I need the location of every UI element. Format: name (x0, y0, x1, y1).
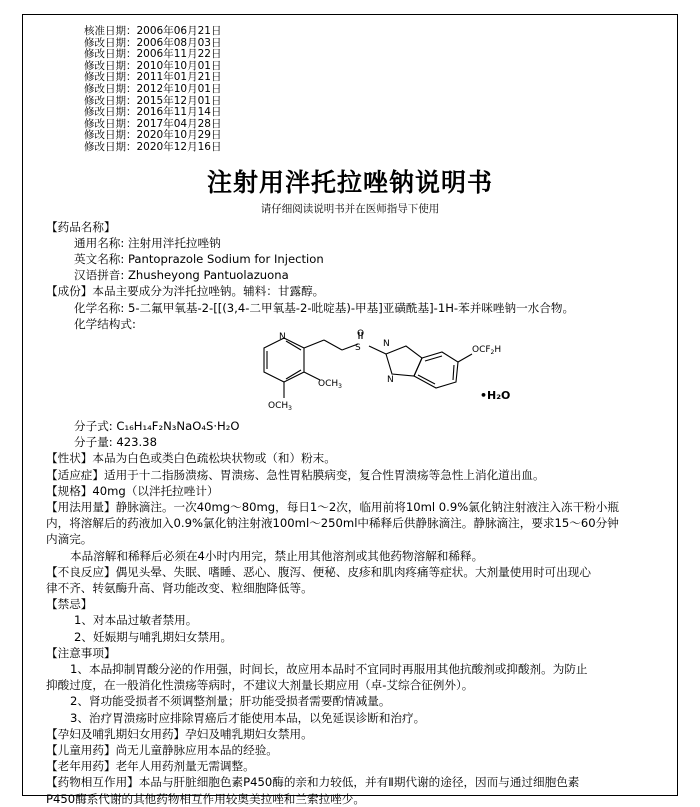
date-line: 修改日期：2012年10月01日 (84, 82, 222, 95)
section-ingredients (46, 283, 654, 450)
section-inline-text: 孕妇及哺乳期妇女禁用。 (185, 726, 313, 741)
precaution-item: 2、肾功能受损者不须调整剂量；肝功能受损者需要酌情减量。 (70, 694, 391, 709)
section-pregnancy (46, 726, 654, 742)
contraindication-item: 2、妊娠期与哺乳期妇女禁用。 (74, 629, 233, 644)
section-heading: 【药物相互作用】 (46, 775, 139, 790)
section-dosage (46, 499, 654, 564)
date-line: 核准日期：2006年06月21日 (84, 25, 222, 37)
section-heading: 【注意事项】 (46, 645, 116, 660)
section-indications (46, 467, 654, 483)
section-heading: 【孕妇及哺乳期妇女用药】 (46, 726, 186, 741)
english-name: 英文名称: Pantoprazole Sodium for Injection (74, 251, 324, 266)
structure-label-s: S (355, 342, 361, 353)
page-subtitle: 请仔细阅读说明书并在医师指导下使用 (260, 202, 440, 215)
section-geriatric (46, 758, 654, 774)
date-line: 修改日期：2020年10月29日 (84, 129, 222, 142)
generic-name: 通用名称: 注射用泮托拉唑钠 (74, 235, 221, 250)
section-inline-text: 本品为白色或类白色疏松块状物或（和）粉末。 (92, 451, 336, 466)
chemical-structure-diagram (46, 328, 654, 418)
document-body (46, 219, 654, 807)
date-line: 修改日期：2006年11月22日 (84, 48, 222, 61)
interaction-line: P450酶系代谢的其他药物相互作用较奥美拉唑和兰索拉唑少。 (46, 791, 365, 806)
structure-label-ocf2h: $OCF_2H$ (472, 344, 502, 356)
dosage-line: 内，将溶解后的药液加入0.9%氯化钠注射液100ml～250ml中稀释后供静脉滴注。静脉滴注，要求15～60分钟 (46, 516, 619, 531)
dosage-line: 内滴完。 (46, 532, 93, 547)
structure-label-n3: N (387, 374, 394, 385)
section-inline-text: 本品主要成分为泮托拉唑钠。辅料：甘露醇。 (92, 284, 325, 299)
chemical-structure-label: 化学结构式: (74, 316, 136, 331)
section-specification (46, 483, 654, 499)
date-line: 修改日期：2015年12月01日 (84, 94, 222, 107)
structure-label-n2: N (383, 338, 390, 349)
date-line: 修改日期：2006年08月03日 (84, 36, 222, 49)
precaution-item: 1、本品抑制胃酸分泌的作用强，时间长，故应用本品时不宜同时再服用其他抗酸剂或抑酸剂。为防止 (70, 662, 588, 676)
section-inline-text: 偶见头晕、失眠、嗜睡、恶心、腹泻、便秘、皮疹和肌肉疼痛等症状。大剂量使用时可出现心 (115, 564, 591, 579)
section-heading: 【儿童用药】 (46, 743, 116, 758)
structure-label-och3-a: $OCH_3$ (318, 378, 342, 390)
revision-dates (84, 26, 654, 154)
section-inline-text: 静脉滴注。一次40mg～80mg，每日1～2次，临用前将10ml 0.9%氯化钠注射液注入冻干粉小瓶 (115, 499, 619, 514)
molecular-formula: 分子式: C₁₆H₁₄F₂N₃NaO₄S·H₂O (74, 418, 240, 433)
section-adverse-reactions (46, 564, 654, 596)
section-inline-text: 本品与肝脏细胞色素P450酶的亲和力较低，并有Ⅱ期代谢的途径，因而与通过细胞色素 (138, 775, 580, 790)
date-line: 修改日期：2017年04月28日 (84, 117, 222, 130)
section-heading: 【药品名称】 (46, 219, 116, 234)
structure-label-h2o: •H₂O (480, 388, 511, 402)
contraindication-item: 1、对本品过敏者禁用。 (74, 613, 198, 628)
dosage-line (46, 499, 654, 515)
section-inline-text: 适用于十二指肠溃疡、胃溃疡、急性胃粘膜病变，复合性胃溃疡等急性上消化道出血。 (103, 467, 545, 482)
section-heading: 【规格】 (46, 483, 93, 498)
adverse-line (46, 564, 654, 580)
section-heading: 【成份】 (46, 284, 93, 299)
adverse-line: 律不齐、转氨酶升高、肾功能改变、粒细胞降低等。 (46, 580, 313, 595)
structure-label-o: O (357, 328, 365, 339)
section-inline-text: 40mg（以泮托拉唑计） (92, 483, 219, 498)
section-drug-name (46, 219, 654, 284)
section-precautions (46, 645, 654, 726)
structure-label-n: N (279, 331, 286, 342)
section-heading: 【禁忌】 (46, 597, 93, 612)
date-line: 修改日期：2020年12月16日 (84, 140, 222, 153)
page-title: 注射用泮托拉唑钠说明书 (206, 167, 493, 197)
precaution-item: 抑酸过度，在一般消化性溃疡等病时，不建议大剂量长期应用（卓-艾综合征例外）。 (46, 678, 474, 693)
structure-label-och3-b: $OCH_3$ (268, 400, 292, 412)
section-heading: 【老年用药】 (46, 759, 116, 774)
section-heading: 【适应症】 (46, 467, 104, 482)
section-inline-text: 老年人用药剂量无需调整。 (115, 759, 255, 774)
section-heading: 【用法用量】 (46, 499, 116, 514)
document-content (28, 18, 672, 807)
section-contraindications (46, 596, 654, 645)
structure-svg (226, 328, 502, 420)
section-heading: 【性状】 (46, 451, 93, 466)
section-inline-text: 尚无儿童静脉应用本品的经验。 (115, 743, 278, 758)
date-line: 修改日期：2010年10月01日 (84, 59, 222, 72)
section-heading: 【不良反应】 (46, 564, 116, 579)
section-appearance (46, 450, 654, 466)
interaction-line (46, 774, 654, 790)
dosage-line: 本品溶解和稀释后必须在4小时内用完，禁止用其他溶剂或其他药物溶解和稀释。 (70, 548, 484, 563)
section-pediatric (46, 742, 654, 758)
molecular-weight: 分子量: 423.38 (74, 435, 157, 450)
chemical-name: 化学名称: 5-二氟甲氧基-2-[[(3,4-二甲氧基-2-吡啶基)-甲基]亚磺酰基]-1H-苯并咪唑钠一水合物。 (74, 300, 575, 315)
ingredients-line (46, 283, 654, 299)
precaution-item: 3、治疗胃溃疡时应排除胃癌后才能使用本品，以免延误诊断和治疗。 (70, 710, 426, 725)
date-line: 修改日期：2016年11月14日 (84, 106, 222, 119)
section-interactions (46, 774, 654, 806)
date-line: 修改日期：2011年01月21日 (84, 71, 222, 84)
pinyin-name: 汉语拼音: Zhusheyong Pantuolazuona (74, 268, 289, 283)
